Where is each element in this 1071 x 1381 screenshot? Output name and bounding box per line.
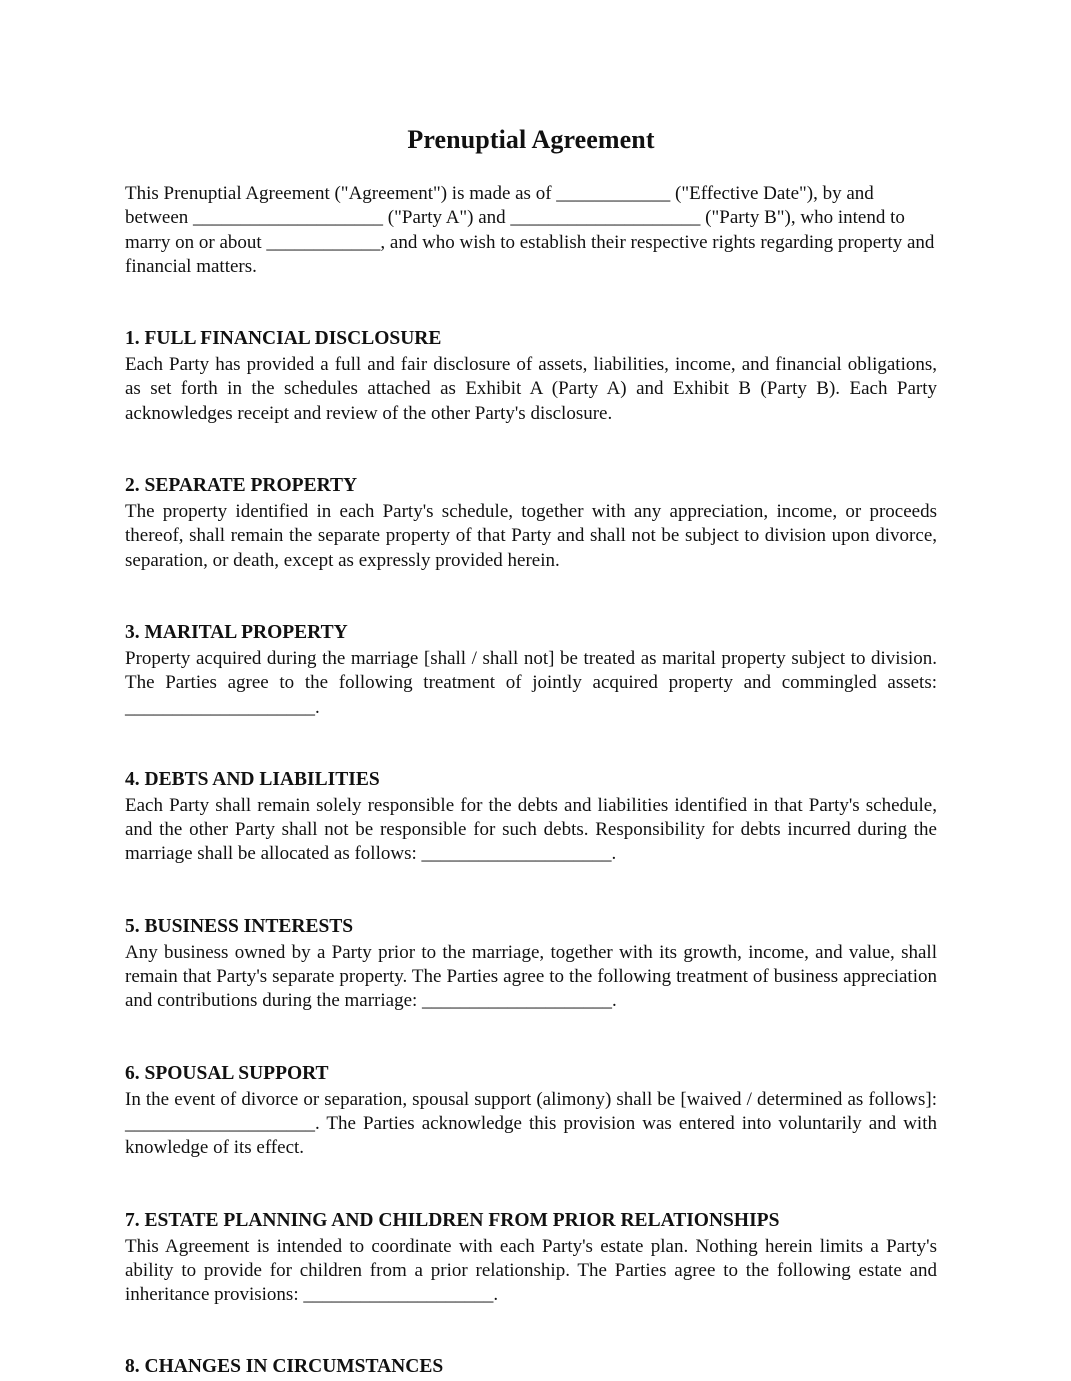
section-heading: 6. SPOUSAL SUPPORT (125, 1062, 329, 1084)
section-body: The property identified in each Party's schedule, together with any appreciation, income, or proceeds thereof, shall remain the separate property of that Party and shall not be subject to division upon divorce, separation, or death, except as expressly provided herein. (125, 501, 937, 571)
section-estate-planning (125, 1207, 937, 1308)
section-body: Each Party has provided a full and fair disclosure of assets, liabilities, income, and financial obligations, as set forth in the schedules attached as Exhibit A (Party A) and Exhibit B (Party B). Each Party acknowledges receipt and review of the other Party's disclosure. (125, 354, 937, 424)
section-business-interests (125, 913, 937, 1014)
section-heading: 4. DEBTS AND LIABILITIES (125, 768, 380, 790)
section-heading: 3. MARITAL PROPERTY (125, 621, 348, 643)
section-body: Each Party shall remain solely responsible for the debts and liabilities identified in that Party's schedule, and the other Party shall not be responsible for such debts. Responsibility for debts incurred during the marriage shall be allocated as follows: ____________________. (125, 794, 937, 865)
section-debts-and-liabilities (125, 766, 937, 867)
section-body: This Agreement is intended to coordinate with each Party's estate plan. Nothing herein limits a Party's ability to provide for children from a prior relationship. The Parties agree to the following estate and inheritance provisions: ____________________. (125, 1235, 937, 1306)
section-separate-property (125, 472, 937, 573)
section-heading: 8. CHANGES IN CIRCUMSTANCES (125, 1356, 444, 1378)
section-changes-in-circumstances (125, 1353, 937, 1381)
section-heading: 7. ESTATE PLANNING AND CHILDREN FROM PRIOR RELATIONSHIPS (125, 1209, 780, 1231)
section-body: Property acquired during the marriage [shall / shall not] be treated as marital property subject to division. The Parties agree to the following treatment of jointly acquired property and commingled assets: ____________________. (125, 647, 937, 718)
section-body: In the event of divorce or separation, spousal support (alimony) shall be [waived / determined as follows]: ____________________. The Parties acknowledge this provision was entered into voluntarily and with knowledge of its effect. (125, 1088, 937, 1159)
section-heading: 1. FULL FINANCIAL DISCLOSURE (125, 328, 442, 350)
section-spousal-support (125, 1060, 937, 1161)
section-full-financial-disclosure (125, 325, 937, 426)
section-heading: 2. SEPARATE PROPERTY (125, 475, 358, 497)
document-page (125, 120, 937, 1381)
document-title: Prenuptial Agreement (407, 125, 655, 154)
section-marital-property (125, 619, 937, 720)
section-heading: 5. BUSINESS INTERESTS (125, 915, 354, 937)
intro-paragraph: This Prenuptial Agreement ("Agreement") is made as of ____________ ("Effective Date"), by and between ____________________ ("Party A") and ____________________ ("Party B"), who intend to marry on or about ____________, and who wish to establish their respective rights regarding property and financial matters. (125, 183, 935, 277)
section-body: Any business owned by a Party prior to the marriage, together with its growth, income, and value, shall remain that Party's separate property. The Parties agree to the following treatment of business appreciation and contributions during the marriage: ____________________. (125, 941, 937, 1012)
